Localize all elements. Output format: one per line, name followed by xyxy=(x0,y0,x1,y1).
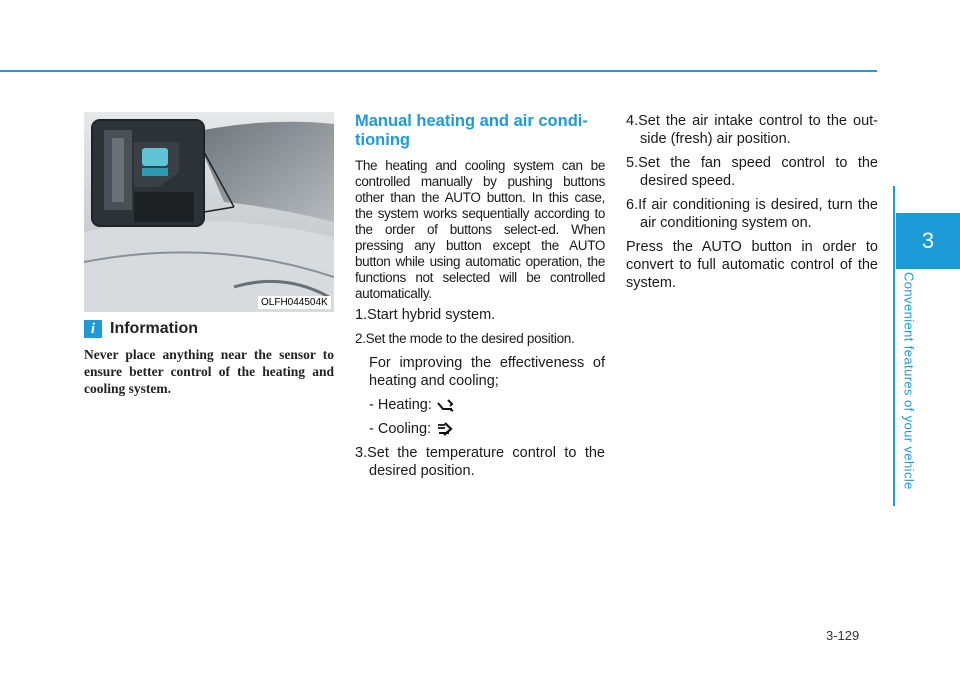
step-2-detail: For improving the effectiveness of heating and cooling; xyxy=(369,355,605,389)
cooling-label: - Cooling: xyxy=(369,421,432,437)
header-rule xyxy=(0,70,877,72)
manual-section-continued xyxy=(626,112,878,292)
page-number: 3-129 xyxy=(826,628,860,643)
information-title: Information xyxy=(110,320,198,337)
figure-code: OLFH044504K xyxy=(258,296,331,309)
info-icon: i xyxy=(84,320,102,338)
step-2: 2.Set the mode to the desired position. xyxy=(355,331,575,346)
intro-paragraph: The heating and cooling system can be controlled manually by pushing buttons other than the AUTO button. In this case, the system works sequentially according to the order of buttons select-ed. When pressing any button except the AUTO button while using automatic operation, the functions not selected will be controlled automatically. xyxy=(355,158,605,301)
dashboard-sensor-figure xyxy=(84,112,334,312)
step-1: 1.Start hybrid system. xyxy=(355,307,496,323)
chapter-tab[interactable]: 3 xyxy=(896,213,960,269)
step-5: 5.Set the fan speed control to the desired speed. xyxy=(626,155,878,189)
chapter-title: Convenient features of your vehicle xyxy=(901,272,917,490)
cooling-mode xyxy=(369,420,605,438)
information-text: Never place anything near the sensor to ensure better control of the heating and cooling system. xyxy=(84,347,334,396)
face-mode-icon xyxy=(435,421,455,437)
step-3: 3.Set the temperature control to the desired position. xyxy=(355,445,605,479)
step-6: 6.If air conditioning is desired, turn the air conditioning system on. xyxy=(626,197,878,231)
car-windshield-illustration xyxy=(84,112,334,312)
manual-section xyxy=(355,112,605,486)
closing-paragraph: Press the AUTO button in order to convert to full automatic control of the system. xyxy=(626,239,878,291)
heating-label: - Heating: xyxy=(369,397,432,413)
section-heading: Manual heating and air condi-tioning xyxy=(355,112,588,149)
chapter-rule xyxy=(893,186,895,506)
floor-mode-icon xyxy=(436,397,456,413)
information-header xyxy=(84,320,198,338)
heating-mode xyxy=(369,396,605,414)
step-4: 4.Set the air intake control to the out-side (fresh) air position. xyxy=(626,113,878,147)
